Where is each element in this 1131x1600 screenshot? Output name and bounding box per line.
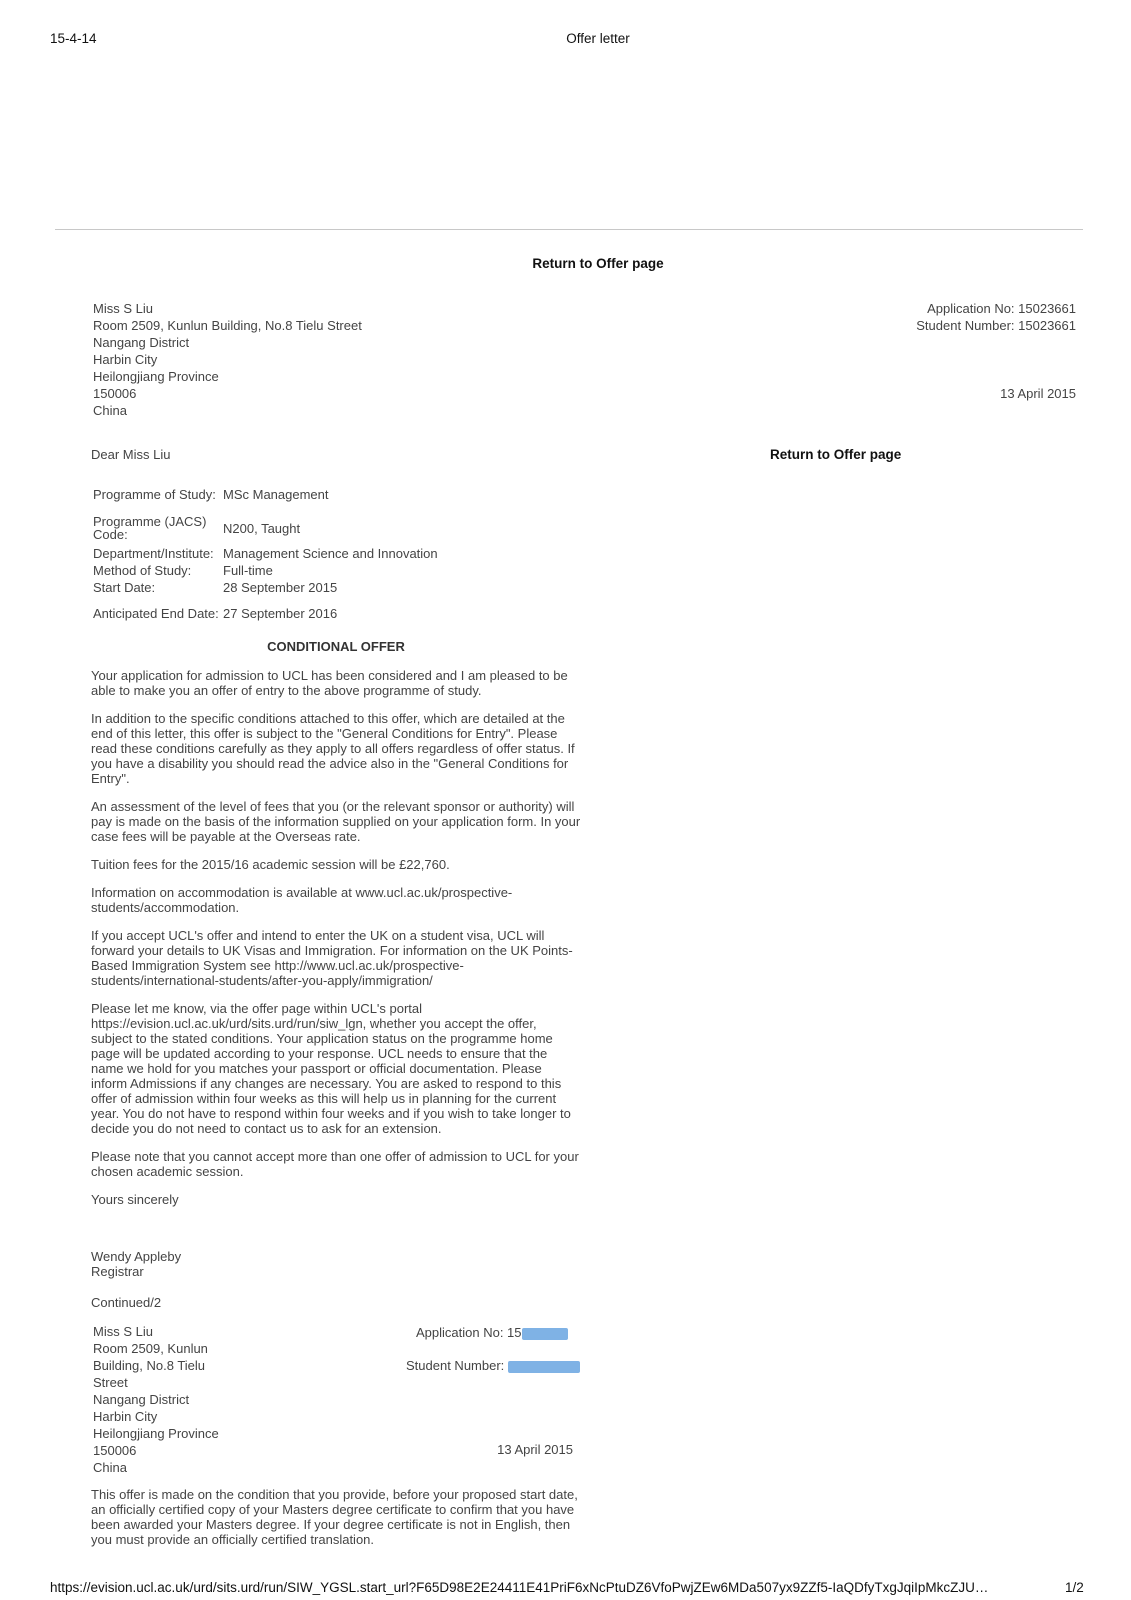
letter-date: 13 April 2015 <box>1000 386 1076 401</box>
signature-block <box>91 1249 181 1279</box>
footer-url: https://evision.ucl.ac.uk/urd/sits.urd/run/SIW_YGSL.start_url?F65D98E2E24411E41PriF6xNcPtuDZ6VfoPwjZEw6MDa507yx9ZZf5-IaQDfyTxgJqiIpMkcZJU… <box>50 1580 989 1595</box>
address-line: Heilongjiang Province <box>93 369 219 384</box>
detail-value: MSc Management <box>223 486 329 502</box>
address-line: Room 2509, Kunlun Building, No.8 Tielu Street <box>93 318 362 333</box>
address-line: China <box>93 1460 127 1475</box>
letter-body <box>91 668 581 1220</box>
redaction-mark <box>522 1328 568 1340</box>
address-line: Room 2509, Kunlun <box>93 1341 208 1356</box>
redaction-mark <box>508 1361 580 1373</box>
reference-block <box>850 300 1076 334</box>
address-line: China <box>93 403 127 418</box>
recipient-address <box>93 300 362 419</box>
page-number: 1/2 <box>1065 1580 1084 1595</box>
recipient-name: Miss S Liu <box>93 1324 153 1339</box>
condition-text: This offer is made on the condition that you provide, before your proposed start date, an officially certified copy of your Masters degree certificate to confirm that you have been awarded your Masters degree. If your degree certificate is not in English, then you must provide an officially certified translation. <box>91 1487 578 1547</box>
detail-label: Anticipated End Date: <box>93 605 219 621</box>
application-number: Application No: 15023661 <box>927 301 1076 316</box>
closing: Yours sincerely <box>91 1192 179 1207</box>
address-line: Nangang District <box>93 1392 190 1407</box>
body-paragraph: Please let me know, via the offer page within UCL's portal https://evision.ucl.ac.uk/urd/sits.urd/run/siw_lgn, whether you accept the offer, subject to the stated conditions. Your application status on the programme home page will be updated according to your response. UCL needs to ensure that the name we hold for you matches your passport or official documentation. Please inform Admissions if any changes are necessary. You are asked to respond to this offer of admission within four weeks as this will help us in planning for the current year. You do not have to respond within four weeks and if you wish to take longer to decide you do not need to contact us to ask for an extension. <box>91 1001 571 1136</box>
detail-row <box>93 579 438 596</box>
divider <box>55 229 1083 230</box>
body-paragraph: In addition to the specific conditions attached to this offer, which are detailed at the end of this letter, this offer is subject to the "General Conditions for Entry". Please read these conditions carefully as they apply to all offers regardless of offer status. If you have a disability you should read the advice also in the "General Conditions for Entry". <box>91 711 575 786</box>
address-line: Harbin City <box>93 1409 158 1424</box>
address-line: Nangang District <box>93 335 190 350</box>
programme-details-table <box>93 477 438 630</box>
salutation: Dear Miss Liu <box>91 447 171 462</box>
detail-value: 27 September 2016 <box>223 605 338 621</box>
detail-row <box>93 511 438 545</box>
recipient-address-repeat <box>93 1323 219 1476</box>
student-label: Student Number: <box>406 1358 508 1373</box>
return-to-offer-link-side[interactable]: Return to Offer page <box>770 447 902 462</box>
body-paragraph: Tuition fees for the 2015/16 academic session will be £22,760. <box>91 857 450 872</box>
signatory-role: Registrar <box>91 1264 144 1279</box>
offer-heading: CONDITIONAL OFFER <box>267 639 405 654</box>
recipient-name: Miss S Liu <box>93 301 153 316</box>
signatory-name: Wendy Appleby <box>91 1249 182 1264</box>
condition-paragraph <box>91 1487 581 1560</box>
body-paragraph: An assessment of the level of fees that you (or the relevant sponsor or authority) will pay is made on the basis of the information supplied on your application form. In your case fees will be payable at the Overseas rate. <box>91 799 581 844</box>
letter-date-repeat: 13 April 2015 <box>497 1442 573 1457</box>
detail-value: N200, Taught <box>223 520 301 536</box>
detail-row <box>93 596 438 630</box>
detail-value: 28 September 2015 <box>223 580 338 595</box>
detail-label: Programme of Study: <box>93 486 216 502</box>
student-number: Student Number: 15023661 <box>916 318 1076 333</box>
detail-label: Method of Study: <box>93 563 192 578</box>
return-to-offer-link-top[interactable]: Return to Offer page <box>532 256 664 271</box>
detail-row <box>93 545 438 562</box>
detail-value: Management Science and Innovation <box>223 546 438 561</box>
application-label: Application No: 15 <box>416 1325 522 1340</box>
address-line: 150006 <box>93 1443 137 1458</box>
address-line: 150006 <box>93 386 137 401</box>
body-paragraph: Please note that you cannot accept more than one offer of admission to UCL for your chosen academic session. <box>91 1149 579 1179</box>
page-title: Offer letter <box>566 31 630 46</box>
body-paragraph: Information on accommodation is available at www.ucl.ac.uk/prospective-students/accommodation. <box>91 885 513 915</box>
detail-label: Programme (JACS) Code: <box>93 514 207 542</box>
print-date: 15-4-14 <box>50 31 97 46</box>
continued-note: Continued/2 <box>91 1295 162 1310</box>
body-paragraph: Your application for admission to UCL has been considered and I am pleased to be able to make you an offer of entry to the above programme of study. <box>91 668 568 698</box>
address-line: Street <box>93 1375 128 1390</box>
address-line: Heilongjiang Province <box>93 1426 219 1441</box>
detail-value: Full-time <box>223 563 273 578</box>
detail-row <box>93 477 438 511</box>
detail-row <box>93 562 438 579</box>
application-number-repeat <box>416 1324 568 1341</box>
body-paragraph: If you accept UCL's offer and intend to enter the UK on a student visa, UCL will forward your details to UK Visas and Immigration. For information on the UK Points-Based Immigration System see http://www.ucl.ac.uk/prospective-students/international-students/after-you-apply/immigration/ <box>91 928 573 988</box>
detail-label: Start Date: <box>93 580 156 595</box>
address-line: Building, No.8 Tielu <box>93 1358 206 1373</box>
detail-label: Department/Institute: <box>93 546 214 561</box>
student-number-repeat <box>406 1357 580 1374</box>
address-line: Harbin City <box>93 352 158 367</box>
